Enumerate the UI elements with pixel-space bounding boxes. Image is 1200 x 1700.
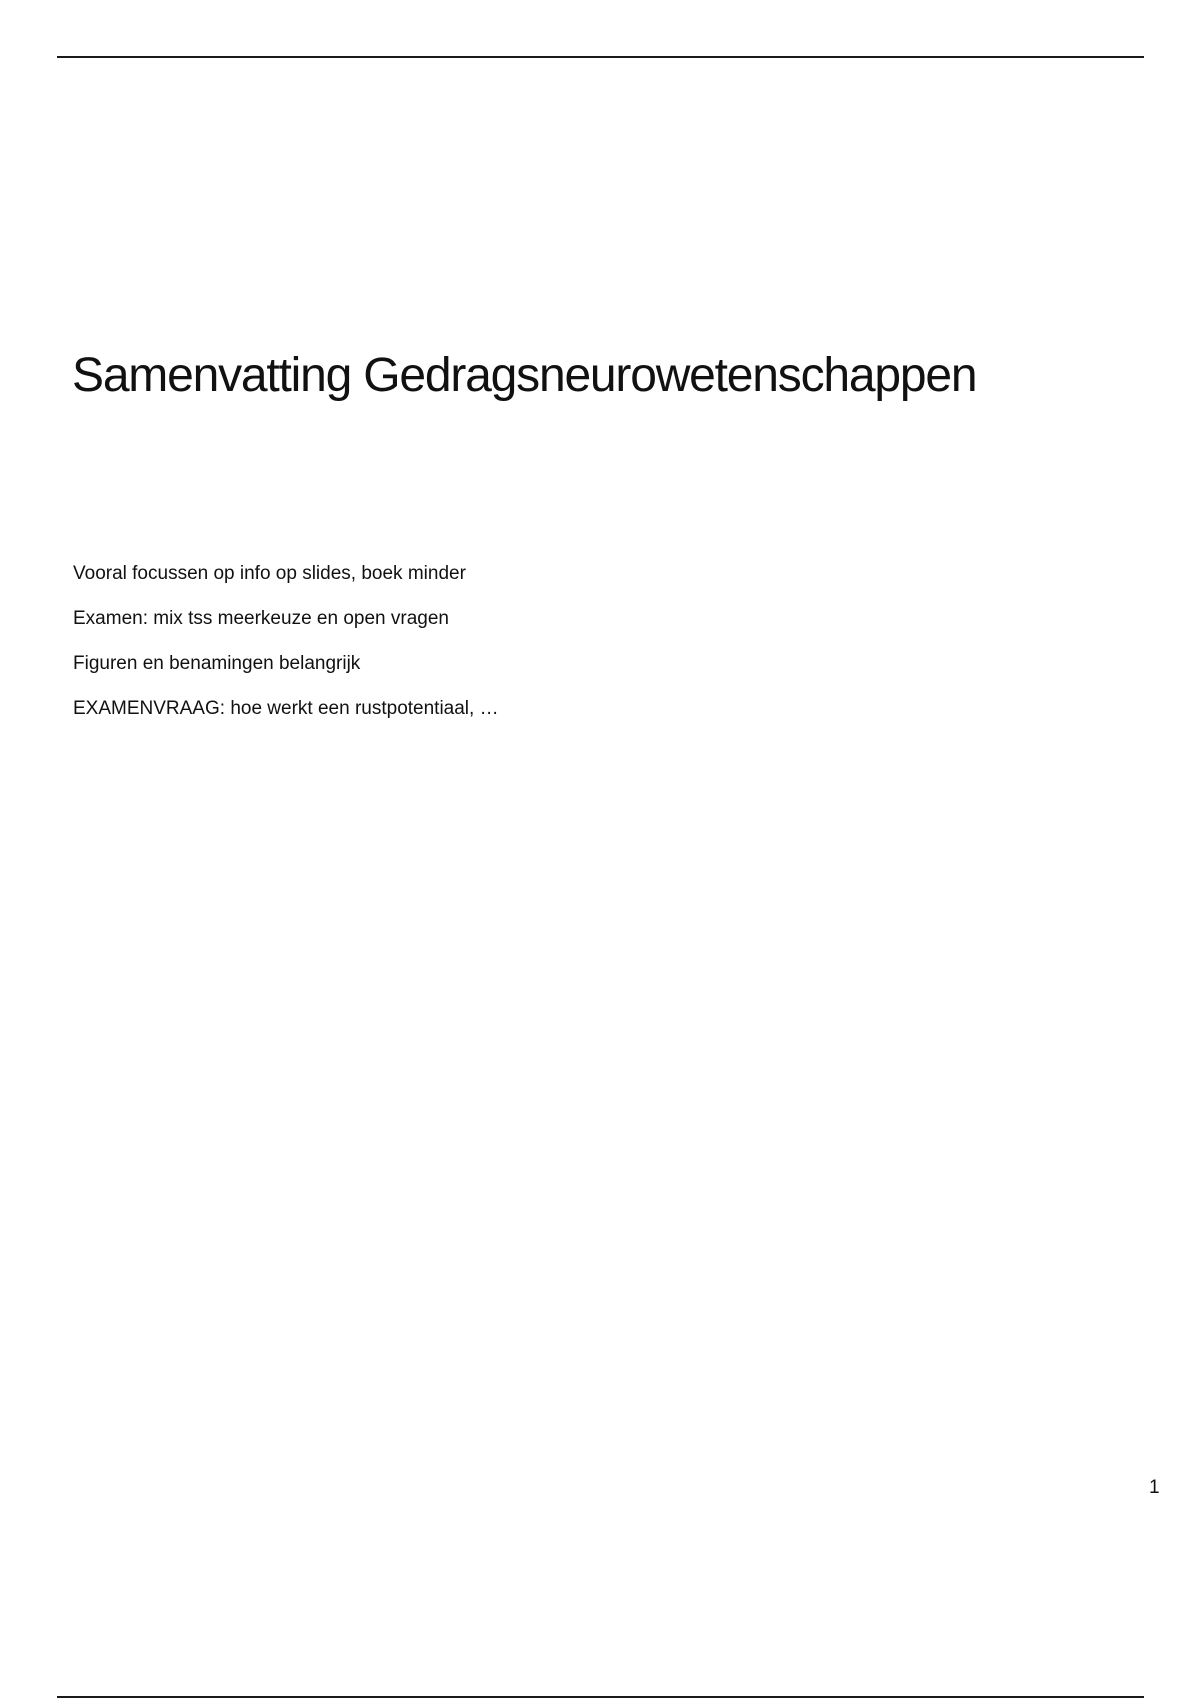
footer-rule [57, 1696, 1144, 1698]
document-title: Samenvatting Gedragsneurowetenschappen [72, 349, 977, 402]
header-rule [57, 56, 1144, 58]
note-item: Figuren en benamingen belangrijk [73, 653, 361, 674]
note-item: Examen: mix tss meerkeuze en open vragen [73, 608, 449, 629]
note-item: Vooral focussen op info op slides, boek minder [73, 563, 466, 584]
note-item: EXAMENVRAAG: hoe werkt een rustpotentiaal, … [73, 698, 499, 719]
page-number: 1 [1149, 1477, 1160, 1498]
notes-list [73, 564, 499, 744]
